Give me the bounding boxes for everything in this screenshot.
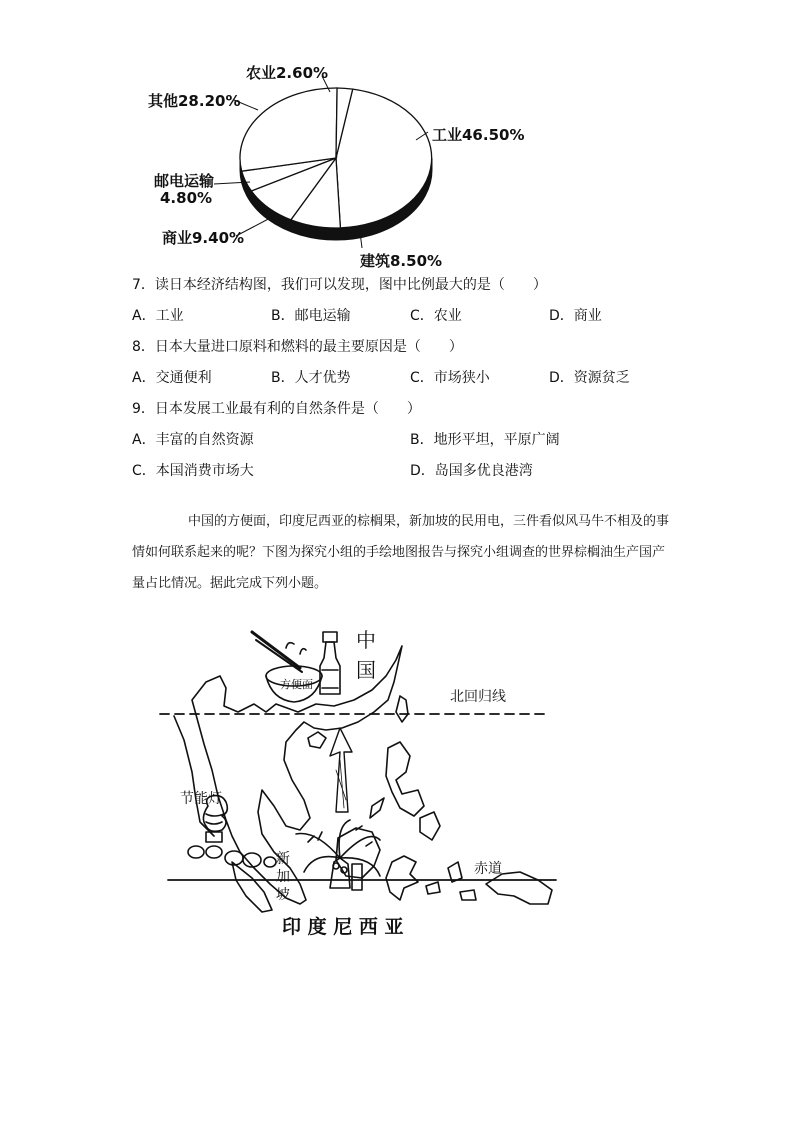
- slice-label-post-line1: 邮电运输: [154, 172, 215, 190]
- map-label-singapore-1: 新: [276, 851, 290, 867]
- q9-option-d: D．岛国多优良港湾: [410, 463, 533, 479]
- slice-label-commerce: 商业9.40%: [162, 229, 245, 247]
- q7-option-c: C．农业: [410, 308, 462, 324]
- q8-option-b: B．人才优势: [271, 370, 351, 386]
- small-island-1: [426, 882, 440, 894]
- hainan-island: [308, 732, 326, 748]
- passage-text: 中国的方便面，印度尼西亚的棕榈果，新加坡的民用电，三件看似风马牛不相及的事情如何联系起来的呢？下图为探究小组的手绘地图报告与探究小组调查的世界棕榈油生产国产量占比情况。据此完成下列小题。: [132, 514, 670, 591]
- q8-option-a: A．交通便利: [132, 370, 212, 386]
- map-label-guo: 国: [356, 658, 376, 682]
- sumatra: [232, 862, 272, 912]
- oil-bottle-icon: [320, 632, 340, 694]
- q7-option-d: D．商业: [549, 308, 602, 324]
- q9-option-a: A．丰富的自然资源: [132, 432, 254, 448]
- map-label-singapore-2: 加: [276, 869, 290, 885]
- taiwan-island: [396, 696, 408, 722]
- map-label-singapore-3: 坡: [276, 887, 290, 903]
- slice-label-agriculture: 农业2.60%: [246, 64, 329, 82]
- q7-option-b: B．邮电运输: [271, 308, 351, 324]
- slice-label-construction: 建筑8.50%: [360, 252, 443, 270]
- q9-option-b: B．地形平坦，平原广阔: [410, 432, 560, 448]
- western-coast: [174, 716, 214, 836]
- map-label-lamp: 节能灯: [180, 791, 222, 807]
- question-9-stem: 9．日本发展工业最有利的自然条件是（ ）: [132, 401, 421, 417]
- map-label-indonesia: 印 度 尼 西 亚: [282, 916, 404, 938]
- question-8-stem: 8．日本大量进口原料和燃料的最主要原因是（ ）: [132, 339, 463, 355]
- map-label-zhong: 中: [356, 628, 376, 652]
- map-label-equator: 赤道: [474, 861, 502, 877]
- philippines-islands: [386, 742, 424, 816]
- small-island-3: [460, 890, 476, 900]
- q9-option-c: C．本国消费市场大: [132, 463, 254, 479]
- borneo-island: [336, 828, 380, 878]
- q7-option-a: A．工业: [132, 308, 184, 324]
- palawan: [370, 798, 384, 818]
- q8-option-c: C．市场狭小: [410, 370, 490, 386]
- philippines-south: [420, 812, 440, 840]
- q8-option-d: D．资源贫乏: [549, 370, 630, 386]
- map-label-tropic: 北回归线: [450, 689, 506, 705]
- small-island-2: [448, 862, 462, 882]
- slice-label-other: 其他28.20%: [148, 92, 241, 110]
- slice-label-industry: 工业46.50%: [432, 126, 525, 144]
- map-label-noodles: 方便面: [280, 678, 313, 691]
- question-7-stem: 7．读日本经济结构图，我们可以发现，图中比例最大的是（ ）: [132, 277, 547, 293]
- slice-label-post-value: 4.80%: [160, 189, 213, 207]
- sulawesi-island: [386, 856, 418, 900]
